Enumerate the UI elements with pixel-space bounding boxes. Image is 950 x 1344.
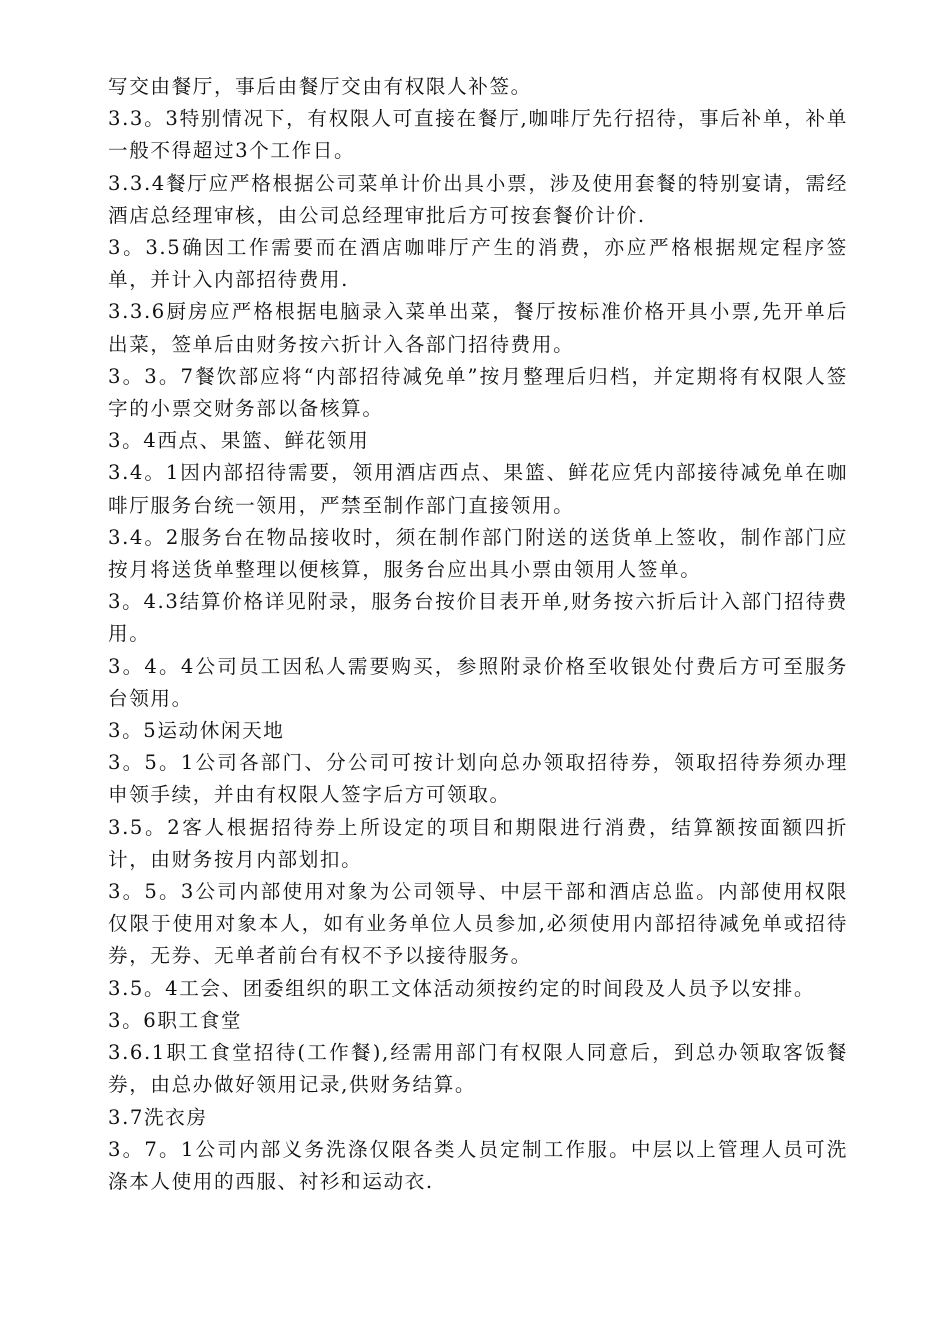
paragraph: 3.6.1职工食堂招待(工作餐),经需用部门有权限人同意后，到总办领取客饭餐券，由总办做好领用记录,供财务结算。	[108, 1041, 848, 1097]
paragraph: 3.5。4工会、团委组织的职工文体活动须按约定的时间段及人员予以安排。	[108, 976, 816, 1000]
paragraph: 3.4。2服务台在物品接收时，须在制作部门附送的送货单上签收，制作部门应按月将送货单整理以便核算，服务台应出具小票由领用人签单。	[108, 525, 848, 582]
paragraph: 3.5。2客人根据招待券上所设定的项目和期限进行消费，结算额按面额四折计，由财务按月内部划扣。	[108, 815, 848, 871]
paragraph: 3。3。7餐饮部应将“内部招待减免单”按月整理后归档，并定期将有权限人签字的小票交财务部以备核算。	[108, 364, 848, 421]
section-heading: 3。5运动休闲天地	[108, 719, 285, 743]
paragraph: 3。4.3结算价格详见附录，服务台按价目表开单,财务按六折后计入部门招待费用。	[108, 590, 848, 646]
paragraph: 3。5。3公司内部使用对象为公司领导、中层干部和酒店总监。内部使用权限仅限于使用对象本人，如有业务单位人员参加,必须使用内部招待减免单或招待券，无券、无单者前台有权不予以接待服务。	[108, 880, 848, 968]
paragraph: 3.3。3特别情况下，有权限人可直接在餐厅,咖啡厅先行招待，事后补单，补单一般不得超过3个工作日。	[108, 107, 848, 163]
section-heading: 3。6职工食堂	[108, 1008, 243, 1032]
paragraph: 3.4。1因内部招待需要，领用酒店西点、果篮、鲜花应凭内部接待减免单在咖啡厅服务台统一领用，严禁至制作部门直接领用。	[108, 461, 848, 517]
paragraph: 3。5。1公司各部门、分公司可按计划向总办领取招待券，领取招待券须办理申领手续，并由有权限人签字后方可领取。	[108, 751, 848, 807]
section-heading: 3。4西点、果篮、鲜花领用	[108, 429, 370, 453]
paragraph: 写交由餐厅，事后由餐厅交由有权限人补签。	[108, 75, 532, 98]
document-body	[108, 71, 848, 1198]
section-heading: 3.7洗衣房	[108, 1105, 208, 1129]
paragraph: 3.3.6厨房应严格根据电脑录入菜单出菜，餐厅按标准价格开具小票,先开单后出菜，签单后由财务按六折计入各部门招待费用。	[108, 300, 848, 356]
paragraph: 3。3.5确因工作需要而在酒店咖啡厅产生的消费，亦应严格根据规定程序签单，并计入内部招待费用.	[108, 236, 848, 292]
paragraph: 3。4。4公司员工因私人需要购买，参照附录价格至收银处付费后方可至服务台领用。	[108, 654, 848, 710]
paragraph: 3。7。1公司内部义务洗涤仅限各类人员定制工作服。中层以上管理人员可洗涤本人使用的西服、衬衫和运动衣.	[108, 1137, 848, 1193]
paragraph: 3.3.4餐厅应严格根据公司菜单计价出具小票，涉及使用套餐的特别宴请，需经酒店总经理审核，由公司总经理审批后方可按套餐价计价.	[108, 171, 848, 227]
